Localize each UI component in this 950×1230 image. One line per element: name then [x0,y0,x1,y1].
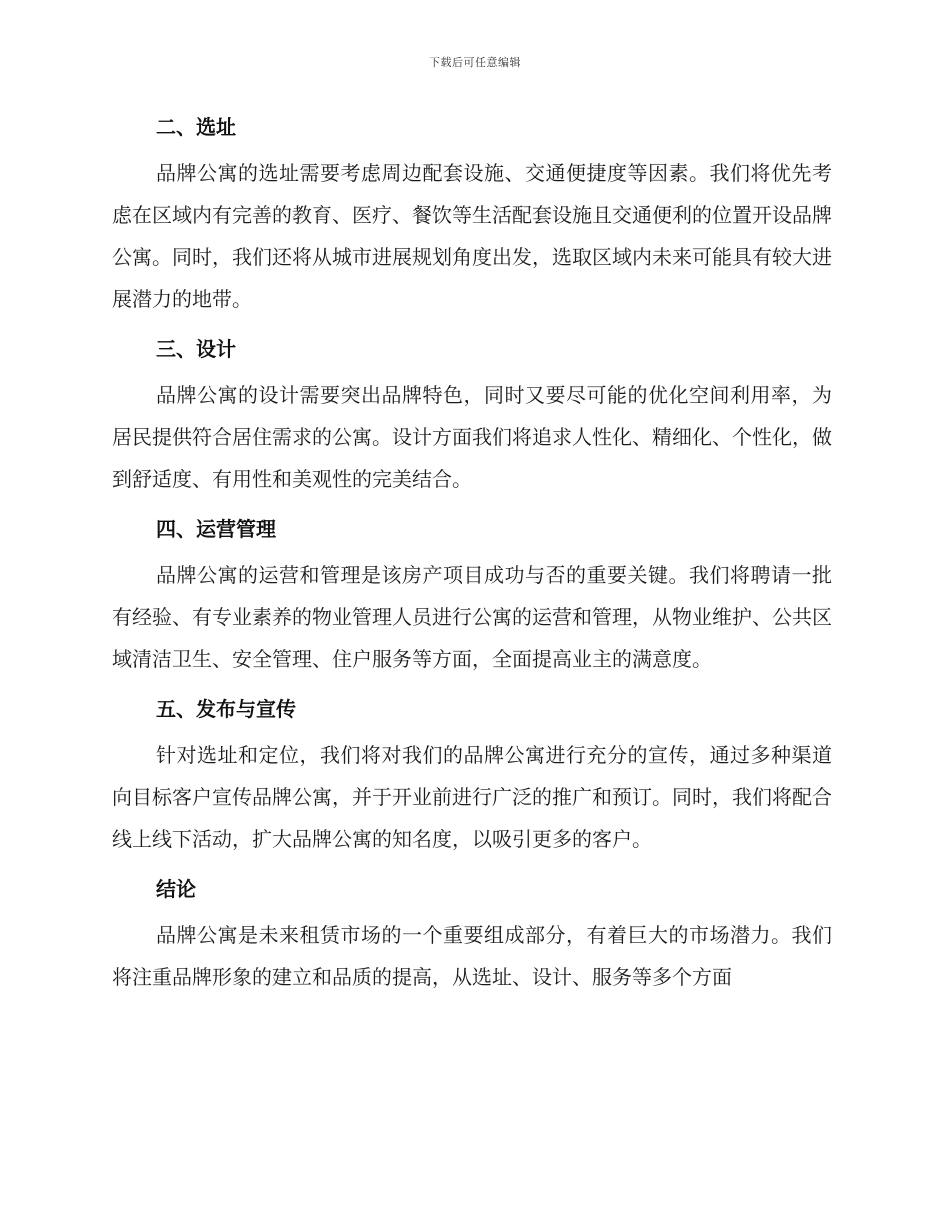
section-heading: 三、设计 [156,337,236,361]
section-paragraph: 品牌公寓是未来租赁市场的一个重要组成部分，有着巨大的市场潜力。我们将注重品牌形象的建立和品质的提高，从选址、设计、服务等多个方面 [112,923,832,989]
section-paragraph: 针对选址和定位，我们将对我们的品牌公寓进行充分的宣传，通过多种渠道向目标客户宣传品牌公寓，并于开业前进行广泛的推广和预订。同时，我们将配合线上线下活动，扩大品牌公寓的知名度，以吸引更多的客户。 [112,743,832,851]
section-heading: 四、运营管理 [156,517,276,541]
section-site-selection [112,106,832,320]
section-paragraph: 品牌公寓的运营和管理是该房产项目成功与否的重要关键。我们将聘请一批有经验、有专业素养的物业管理人员进行公寓的运营和管理，从物业维护、公共区域清洁卫生、安全管理、住户服务等方面，全面提高业主的满意度。 [112,563,832,671]
section-heading: 二、选址 [156,115,236,139]
page-header-note: 下载后可任意编辑 [429,56,521,69]
section-paragraph: 品牌公寓的选址需要考虑周边配套设施、交通便捷度等因素。我们将优先考虑在区域内有完善的教育、医疗、餐饮等生活配套设施且交通便利的位置开设品牌公寓。同时，我们还将从城市进展规划角度出发，选取区域内未来可能具有较大进展潜力的地带。 [112,161,832,311]
section-promotion [112,688,832,860]
section-conclusion [112,868,832,998]
section-heading: 结论 [156,877,196,901]
section-heading: 五、发布与宣传 [156,697,296,721]
section-design [112,328,832,500]
section-paragraph: 品牌公寓的设计需要突出品牌特色，同时又要尽可能的优化空间利用率，为居民提供符合居住需求的公寓。设计方面我们将追求人性化、精细化、个性化，做到舒适度、有用性和美观性的完美结合。 [112,383,832,491]
section-operations [112,508,832,680]
document-body [112,106,832,1006]
